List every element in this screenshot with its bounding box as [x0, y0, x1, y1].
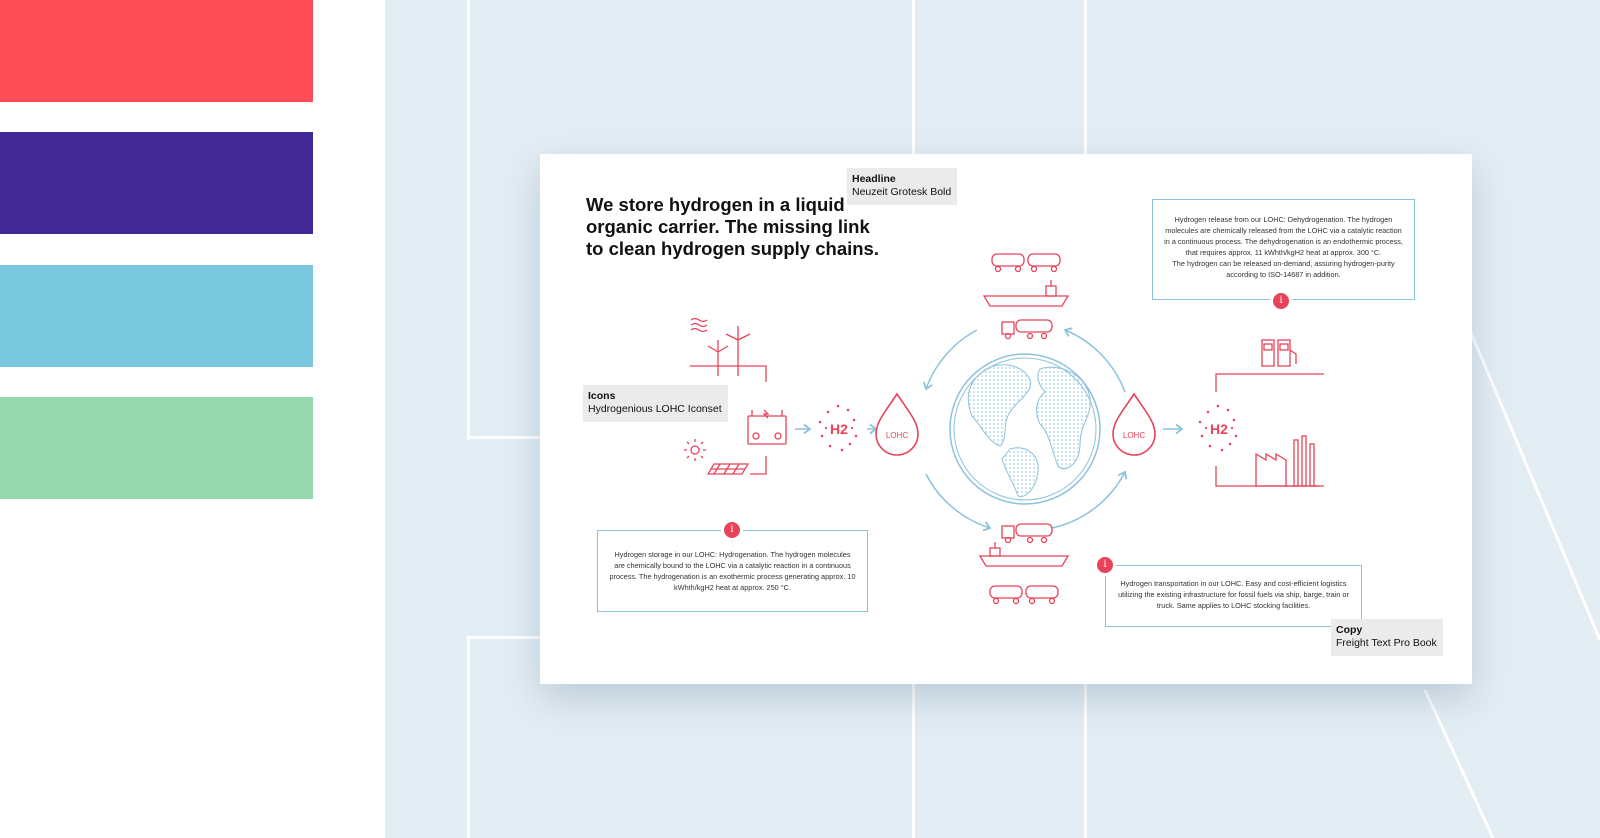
info-text-line: Hydrogen storage in our LOHC: Hydrogenation. The hydrogen molecules: [614, 550, 851, 559]
headline: We store hydrogen in a liquid organic carrier. The missing link to clean hydrogen supply chains.: [586, 194, 879, 259]
lohc-drop-icon: [876, 394, 918, 455]
infographic-card: [540, 154, 1472, 684]
info-text-line: molecules are chemically released from the LOHC via a catalytic reaction: [1165, 226, 1402, 235]
h2-label: H2: [1210, 421, 1228, 437]
train-tanker-icon: [990, 586, 1058, 604]
annotation-font: Hydrogenious LOHC Iconset: [588, 403, 722, 415]
train-tanker-icon: [992, 254, 1060, 272]
annotation-font: Neuzeit Grotesk Bold: [852, 186, 952, 198]
connector-line: [1216, 374, 1324, 392]
annotation-title: Headline: [852, 173, 896, 185]
info-text-line: The hydrogen can be released on-demand, assuring hydrogen-purity: [1172, 259, 1395, 268]
connector-line: [690, 366, 766, 382]
info-text-line: utilizing the existing infrastructure for fossil fuels via ship, barge, train or: [1118, 590, 1349, 599]
info-text-line: Hydrogen transportation in our LOHC. Easy and cost-efficient logistics: [1120, 579, 1347, 588]
info-text-line: Hydrogen release from our LOHC: Dehydrogenation. The hydrogen: [1174, 215, 1393, 224]
annotation-title: Copy: [1336, 624, 1363, 636]
color-swatch-green: [0, 397, 313, 499]
annotation-title: Icons: [588, 390, 616, 402]
wind-turbine-icon: [708, 326, 750, 376]
annotation-font: Freight Text Pro Book: [1336, 637, 1437, 649]
color-swatch-red: [0, 0, 313, 102]
h2-label: H2: [830, 421, 848, 437]
tanker-truck-icon: [1002, 320, 1052, 339]
info-icon[interactable]: i: [1270, 290, 1292, 312]
ship-icon: [984, 280, 1068, 306]
globe-icon: [950, 354, 1100, 504]
sun-icon: [684, 439, 706, 461]
lohc-label: LOHC: [1122, 431, 1146, 440]
wave-icon: [691, 319, 707, 332]
info-text-line: that requires approx. 11 kWhth/kgH2 heat at approx. 300 °C.: [1185, 248, 1382, 257]
lohc-label: LOHC: [885, 431, 909, 440]
info-text-line: in a continuous process. The dehydrogenation is an endothermic process,: [1164, 237, 1403, 246]
info-text-line: are chemically bound to the LOHC via a catalytic reaction in a continuous: [614, 561, 851, 570]
info-icon[interactable]: i: [721, 519, 743, 541]
info-text-line: truck. Same applies to LOHC stocking facilities.: [1156, 601, 1311, 610]
color-swatch-blue: [0, 265, 313, 367]
info-text-line: kWhth/kgH2 heat at approx. 250 °C.: [674, 583, 791, 592]
electrolyzer-icon: [748, 410, 786, 444]
fuel-station-icon: [1262, 340, 1296, 366]
annotation-headline: [847, 168, 957, 205]
annotation-copy: [1331, 619, 1443, 656]
tanker-truck-icon: [1002, 524, 1052, 543]
solar-panel-icon: [708, 464, 748, 474]
color-swatch-purple: [0, 132, 313, 234]
annotation-icons: [583, 385, 728, 422]
factory-icon: [1256, 436, 1320, 486]
info-icon[interactable]: i: [1094, 554, 1116, 576]
ship-icon: [980, 542, 1068, 566]
lohc-drop-icon: [1113, 394, 1155, 455]
info-text-line: process. The hydrogenation is an exothermic process generating approx. 10: [609, 572, 856, 581]
connector-line: [1216, 466, 1324, 486]
connector-line: [750, 456, 766, 474]
info-text-line: according to ISO-14687 in addition.: [1226, 270, 1341, 279]
